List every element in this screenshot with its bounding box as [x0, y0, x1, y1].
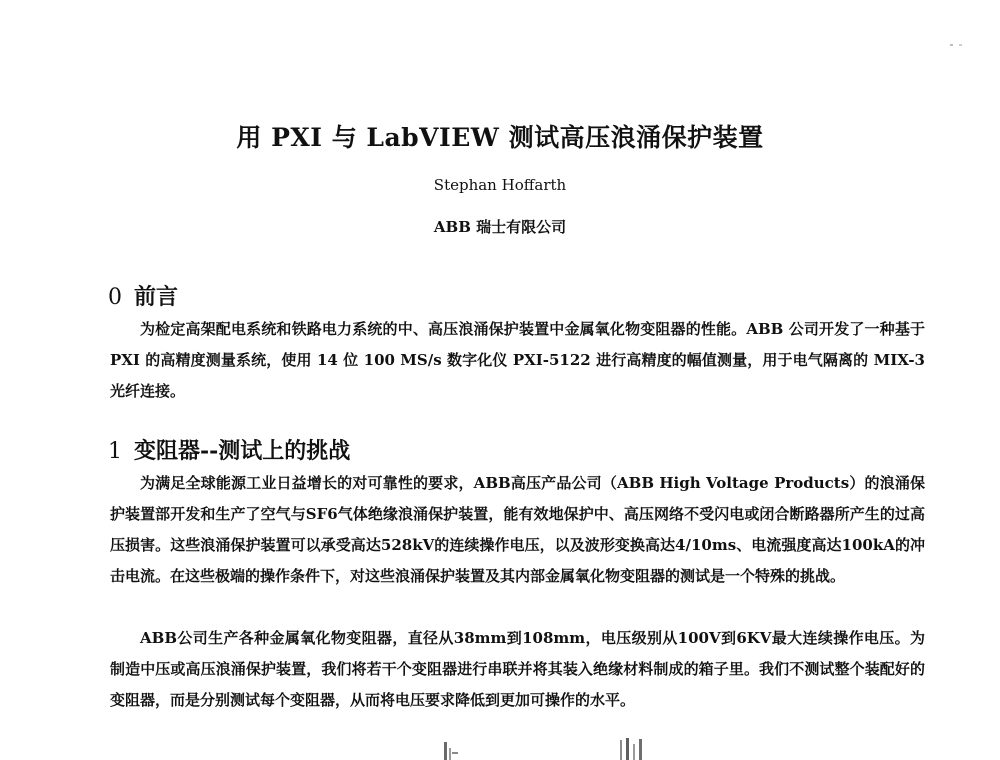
section-number: 1	[108, 439, 122, 464]
section-heading-varistor-challenge	[108, 434, 350, 465]
section-title: 前言	[134, 284, 179, 310]
scan-speck-image	[950, 44, 964, 46]
paragraph: ABB公司生产各种金属氧化物变阻器，直径从38mm到108mm，电压级别从100V到6KV最大连续操作电压。为制造中压或高压浪涌保护装置，我们将若干个变阻器进行串联并将其装入绝缘材料制成的箱子里。我们不测试整个装配好的变阻器，而是分别测试每个变阻器，从而将电压要求降低到更加可操作的水平。	[110, 629, 925, 709]
author-name: Stephan Hoffarth	[433, 176, 567, 194]
author-affiliation: ABB 瑞士有限公司	[433, 218, 567, 236]
figure-fragment-image	[430, 736, 670, 760]
section-number: 0	[108, 285, 122, 310]
paragraph: 为满足全球能源工业日益增长的对可靠性的要求，ABB高压产品公司（ABB High Voltage Products）的浪涌保护装置部开发和生产了空气与SF6气体绝缘浪涌保护装置，能有效地保护中、高压网络不受闪电或闭合断路器所产生的过高压损害。这些浪涌保护装置可以承受高达528kV的连续操作电压，以及波形变换高达4/10ms、电流强度高达100kA的冲击电流。在这些极端的操作条件下，对这些浪涌保护装置及其内部金属氧化物变阻器的测试是一个特殊的挑战。	[110, 474, 925, 585]
document-title: 用 PXI 与 LabVIEW 测试高压浪涌保护装置	[236, 123, 764, 152]
section-heading-preface	[108, 280, 178, 311]
section-title: 变阻器--测试上的挑战	[134, 438, 351, 464]
paragraph: 为检定高架配电系统和铁路电力系统的中、高压浪涌保护装置中金属氧化物变阻器的性能。ABB 公司开发了一种基于 PXI 的高精度测量系统，使用 14 位 100 MS/s 数字化仪 PXI-5122 进行高精度的幅值测量，用于电气隔离的 MIX-3 光纤连接。	[110, 320, 925, 400]
